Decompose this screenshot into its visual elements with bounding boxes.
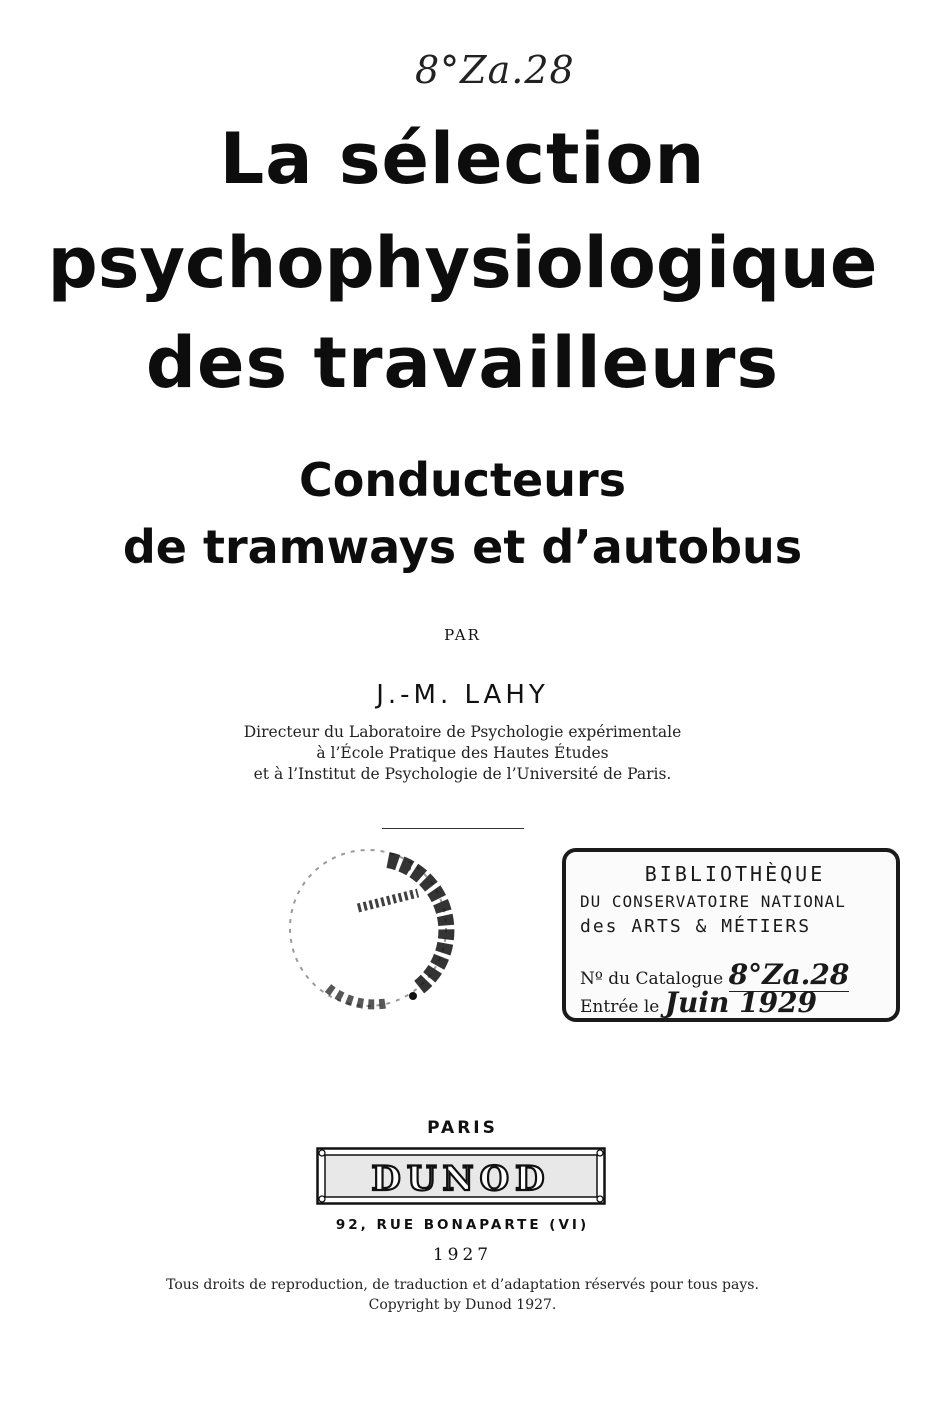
affiliation-line-1: Directeur du Laboratoire de Psychologie expérimentale: [243, 723, 682, 741]
separator-rule: [382, 828, 524, 829]
title-line-1: La sélection: [219, 118, 706, 200]
publisher-city: PARIS: [427, 1118, 498, 1138]
author-name: J.-M. LAHY: [376, 680, 549, 710]
library-seal-round: [268, 838, 468, 1018]
stamp-catalogue-value: 8°Za.28: [728, 958, 850, 991]
library-stamp: [562, 848, 900, 1022]
publication-year: 1927: [432, 1245, 493, 1265]
stamp-entry-row: [580, 986, 890, 1020]
subtitle-line-1: Conducteurs: [298, 453, 627, 507]
affiliation-line-3: et à l’Institut de Psychologie de l’Université de Paris.: [253, 765, 672, 783]
publisher-logo-text: DUNOD: [371, 1159, 551, 1199]
stamp-entry-value: Juin 1929: [664, 986, 818, 1019]
stamp-line-3: des ARTS & MÉTIERS: [580, 916, 812, 937]
stamp-entry-label: Entrée le: [580, 997, 660, 1017]
stamp-line-1: BIBLIOTHÈQUE: [644, 862, 826, 886]
by-label: PAR: [444, 626, 481, 644]
publisher-logo: [316, 1147, 606, 1205]
title-line-3: des travailleurs: [145, 322, 780, 404]
subtitle-line-2: de tramways et d’autobus: [122, 520, 803, 574]
affiliation-line-2: à l’École Pratique des Hautes Études: [316, 744, 609, 762]
copyright-notice: Copyright by Dunod 1927.: [368, 1297, 557, 1313]
publisher-address: 92, RUE BONAPARTE (VI): [335, 1217, 590, 1233]
title-line-2: psychophysiologique: [47, 222, 878, 304]
stamp-catalogue-label: Nº du Catalogue: [580, 969, 724, 989]
stamp-line-2: DU CONSERVATOIRE NATIONAL: [580, 892, 846, 911]
handwritten-shelfmark: 8°Za.28: [415, 48, 575, 92]
rights-notice: Tous droits de reproduction, de traduction et d’adaptation réservés pour tous pays.: [166, 1277, 759, 1293]
